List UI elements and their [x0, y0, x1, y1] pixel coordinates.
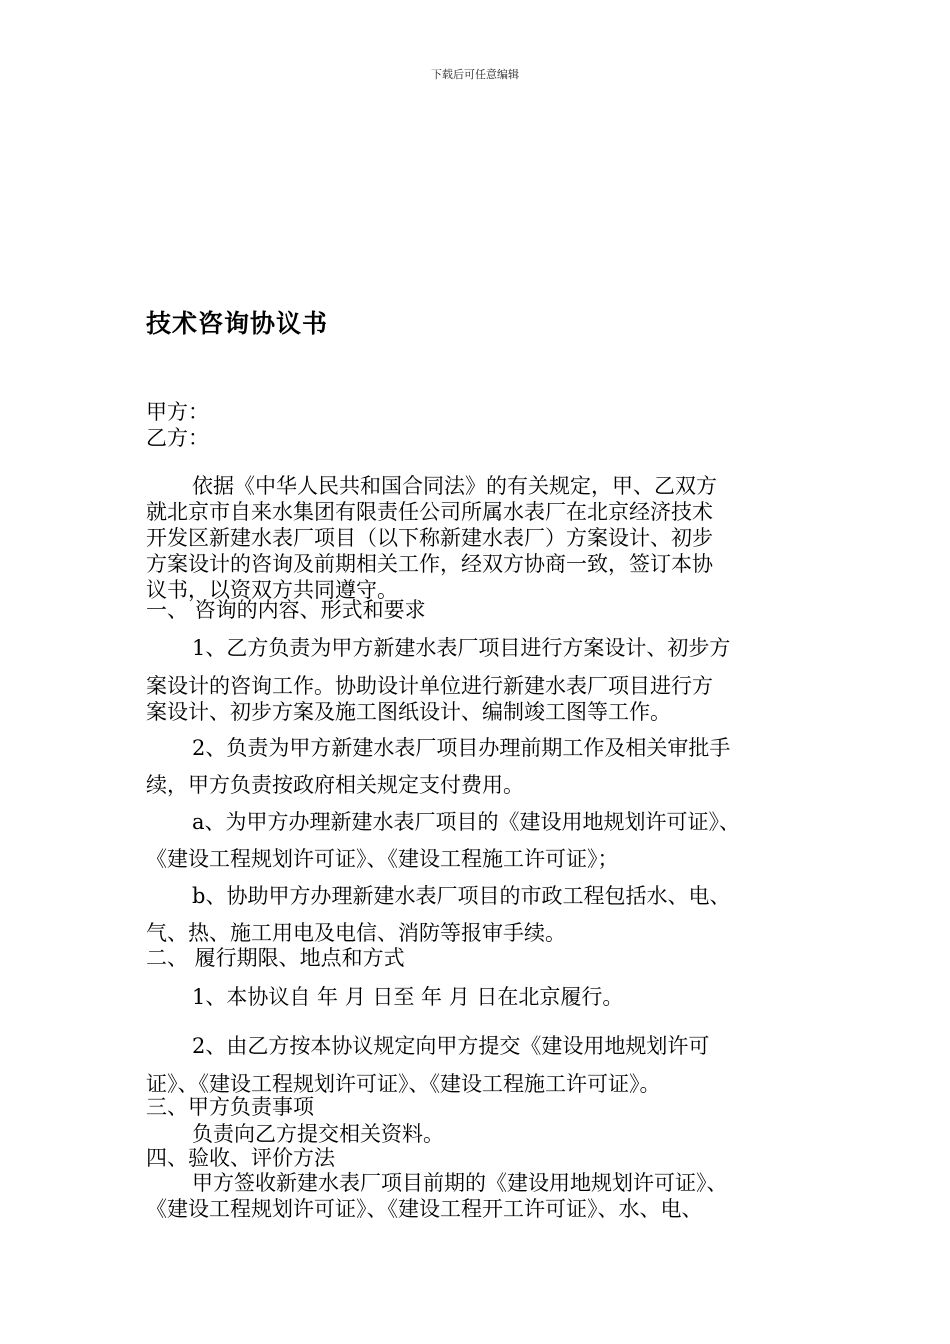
preamble-line: 方案设计的咨询及前期相关工作，经双方协商一致，签订本协: [146, 552, 713, 576]
section-3-heading: 三、甲方负责事项: [146, 1095, 314, 1119]
party-a-label: 甲方：: [146, 400, 209, 424]
section-1-heading: 一、 咨询的内容、形式和要求: [146, 598, 426, 622]
section-1-item-a-line: 《建设工程规划许可证》、《建设工程施工许可证》；: [146, 847, 619, 871]
section-1-item-b-line: 气、热、施工用电及电信、消防等报审手续。: [146, 921, 566, 945]
section-2-item-1: 1、本协议自 年 月 日至 年 月 日在北京履行。: [192, 985, 624, 1009]
section-1-item-1-line: 案设计的咨询工作。协助设计单位进行新建水表厂项目进行方: [146, 674, 713, 698]
section-4-body-line: 《建设工程规划许可证》、《建设工程开工许可证》、水、电、: [146, 1197, 703, 1221]
section-2-item-2-line: 证》、《建设工程规划许可证》、《建设工程施工许可证》。: [146, 1072, 661, 1096]
preamble-line: 议书，以资双方共同遵守。: [146, 578, 398, 602]
section-1-item-2-line: 续，甲方负责按政府相关规定支付费用。: [146, 773, 524, 797]
party-b-label: 乙方：: [146, 426, 209, 450]
preamble-line: 开发区新建水表厂项目（以下称新建水表厂）方案设计、初步: [146, 526, 713, 550]
section-1-item-1-line: 案设计、初步方案及施工图纸设计、编制竣工图等工作。: [146, 700, 671, 724]
preamble-line: 就北京市自来水集团有限责任公司所属水表厂在北京经济技术: [146, 500, 713, 524]
section-4-body-line: 甲方签收新建水表厂项目前期的《建设用地规划许可证》、: [192, 1171, 728, 1195]
section-2-heading: 二、 履行期限、地点和方式: [146, 946, 405, 970]
section-4-heading: 四、验收、评价方法: [146, 1146, 335, 1170]
header-note: 下载后可任意编辑: [431, 68, 519, 81]
section-1-item-2-line: 2、负责为甲方新建水表厂项目办理前期工作及相关审批手: [192, 736, 731, 760]
section-1-item-a-line: a、为甲方办理新建水表厂项目的《建设用地规划许可证》、: [192, 810, 741, 834]
section-2-item-2-line: 2、由乙方按本协议规定向甲方提交《建设用地规划许可: [192, 1034, 710, 1058]
document-title: 技术咨询协议书: [146, 309, 329, 338]
section-1-item-b-line: b、协助甲方办理新建水表厂项目的市政工程包括水、电、: [192, 884, 731, 908]
preamble-line: 依据《中华人民共和国合同法》的有关规定，甲、乙双方: [192, 474, 717, 498]
section-1-item-1-line: 1、乙方负责为甲方新建水表厂项目进行方案设计、初步方: [192, 636, 731, 660]
section-3-body: 负责向乙方提交相关资料。: [192, 1122, 444, 1146]
